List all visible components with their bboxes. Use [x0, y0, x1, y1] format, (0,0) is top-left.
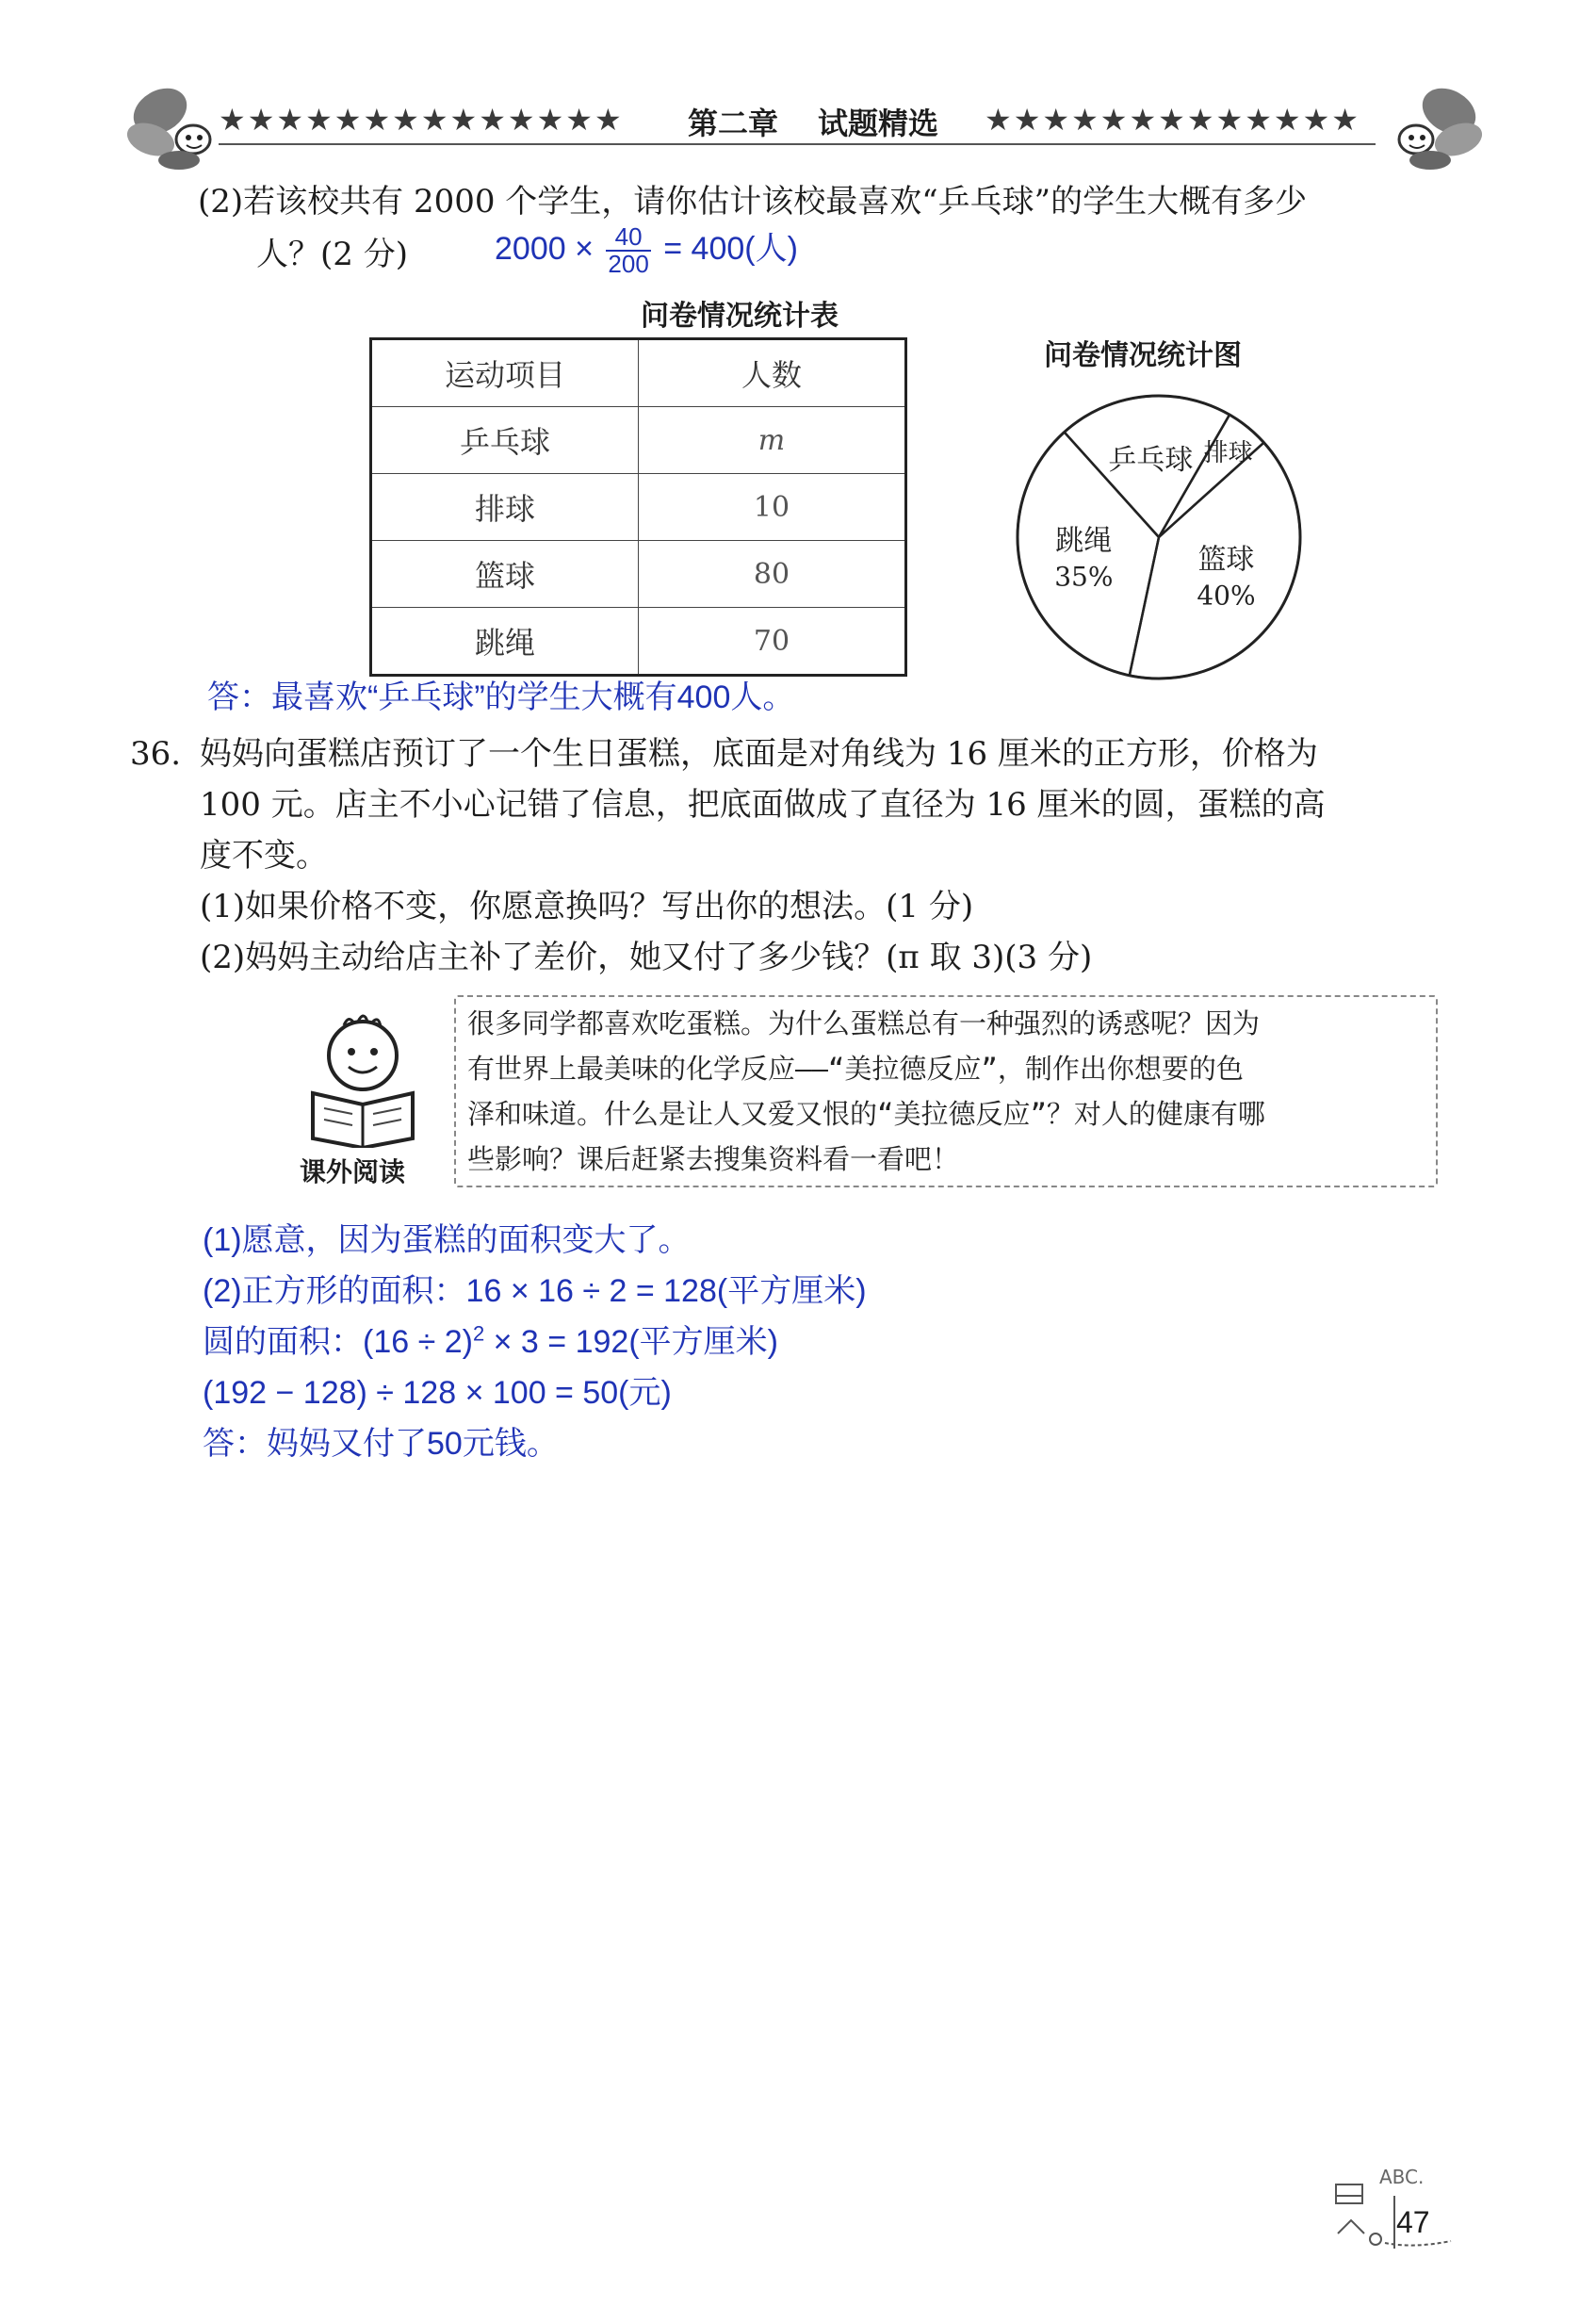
q35-calc [495, 222, 798, 277]
table-cell-item: 乒乓球 [371, 407, 639, 474]
table-row [371, 608, 906, 676]
q36-answer-3 [203, 1316, 778, 1362]
table-header-row [371, 339, 906, 407]
table-cell-count: m [639, 407, 906, 474]
table-header-count: 人数 [639, 339, 906, 407]
q36-answer-5: 答：妈妈又付了50元钱。 [203, 1426, 559, 1462]
reading-line: 泽和味道。什么是让人又爱又恨的“美拉德反应”？对人的健康有哪 [467, 1098, 1265, 1130]
q36-answer-4: (192 − 128) ÷ 128 × 100 = 50(元) [203, 1375, 672, 1411]
survey-table [369, 337, 907, 677]
q36-line1: 妈妈向蛋糕店预订了一个生日蛋糕，底面是对角线为 16 厘米的正方形，价格为 [200, 735, 1318, 773]
reading-line: 很多同学都喜欢吃蛋糕。为什么蛋糕总有一种强烈的诱惑呢？因为 [467, 1007, 1261, 1039]
table-row [371, 474, 906, 541]
pie-slice-label: 跳绳 [1055, 524, 1113, 558]
table-cell-item: 排球 [371, 474, 639, 541]
pie-chart [999, 377, 1319, 697]
section-title: 试题精选 [818, 106, 939, 141]
q36-answer-3-post: × 3 = 192(平方厘米) [484, 1324, 778, 1360]
table-cell-item: 篮球 [371, 541, 639, 608]
table-cell-item: 跳绳 [371, 608, 639, 676]
chart-title: 问卷情况统计图 [1044, 339, 1242, 372]
header-stars-right: ★★★★★★★★★★★★★ [985, 102, 1360, 138]
q35-frac-den: 200 [608, 250, 649, 279]
chapter-title: 第二章 [688, 106, 779, 141]
q36-answer-1: (1)愿意，因为蛋糕的面积变大了。 [203, 1222, 691, 1258]
q36-sub1: (1)如果价格不变，你愿意换吗？写出你的想法。(1 分) [200, 888, 974, 925]
q35-part2-line2: 人？(2 分) [256, 236, 408, 273]
q35-calc-right: = 400(人) [663, 231, 798, 267]
pie-slice-percent: 40% [1197, 580, 1256, 612]
reading-label: 课外阅读 [300, 1156, 406, 1187]
table-row [371, 541, 906, 608]
header-rule [219, 143, 1376, 145]
q36-answer-2: (2)正方形的面积：16 × 16 ÷ 2 = 128(平方厘米) [203, 1273, 867, 1309]
footer-abc: ABC. [1379, 2166, 1425, 2188]
header-stars-left: ★★★★★★★★★★★★★★ [219, 102, 624, 138]
q36-answer-3-pre: 圆的面积：(16 ÷ 2) [203, 1324, 473, 1360]
q35-frac-num: 40 [606, 224, 650, 252]
q35-fraction [606, 221, 650, 279]
table-cell-count: 10 [639, 474, 906, 541]
reading-boy-icon [292, 1006, 433, 1148]
table-header-item: 运动项目 [371, 339, 639, 407]
pie-slice-label: 篮球 [1197, 543, 1255, 577]
q35-calc-left: 2000 × [495, 231, 594, 267]
table-cell-count: 70 [639, 608, 906, 676]
table-row [371, 407, 906, 474]
q35-answer: 答：最喜欢“乒乓球”的学生大概有400人。 [207, 679, 795, 715]
q36-line3: 度不变。 [200, 837, 328, 875]
pie-slice-label: 排球 [1203, 439, 1253, 468]
q36-number: 36. [130, 735, 182, 773]
q36-sub2: (2)妈妈主动给店主补了差价，她又付了多少钱？(π 取 3)(3 分) [200, 939, 1093, 976]
bee-mascot-right-icon [1374, 74, 1487, 177]
page-number: 47 [1396, 2205, 1430, 2239]
reading-line: 些影响？课后赶紧去搜集资料看一看吧！ [467, 1143, 960, 1175]
pie-slice-percent: 35% [1054, 561, 1114, 593]
pie-slice-label: 乒乓球 [1108, 443, 1194, 477]
q35-part2-line1: (2)若该校共有 2000 个学生，请你估计该校最喜欢“乒乓球”的学生大概有多少 [198, 183, 1308, 221]
q36-answer-3-sup: 2 [472, 1321, 485, 1346]
reading-line: 有世界上最美味的化学反应——“美拉德反应”，制作出你想要的色 [467, 1053, 1244, 1085]
q36-line2: 100 元。店主不小心记错了信息，把底面做成了直径为 16 厘米的圆，蛋糕的高 [200, 786, 1326, 824]
table-cell-count: 80 [639, 541, 906, 608]
table-title: 问卷情况统计表 [641, 300, 839, 333]
